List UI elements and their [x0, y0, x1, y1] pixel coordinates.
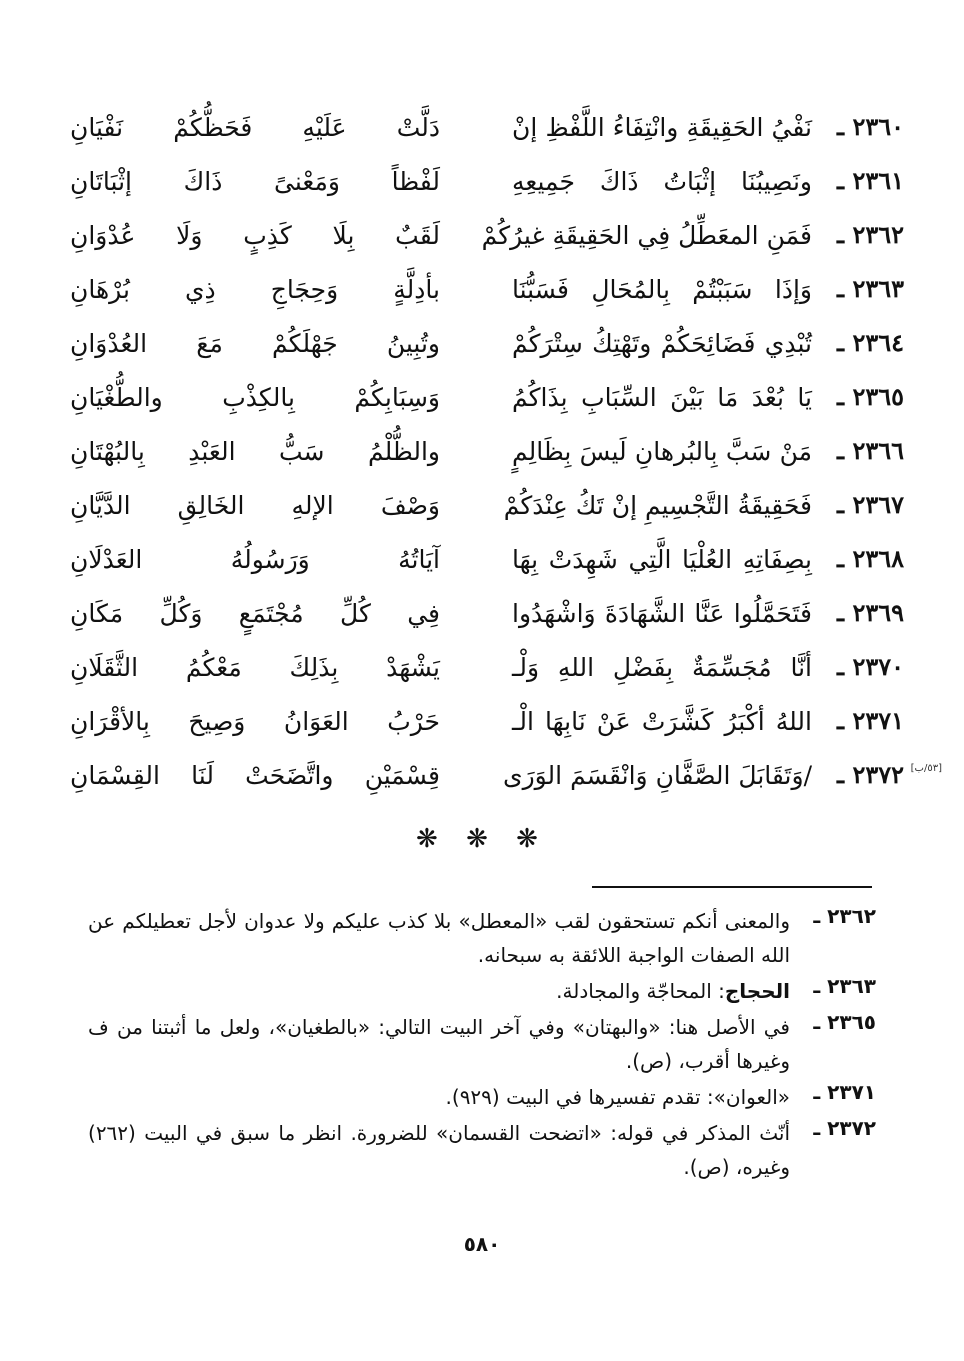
verse-number: ٢٣٦٠ ـ: [837, 112, 904, 141]
verse-number: ٢٣٦٧ ـ: [837, 490, 904, 519]
footnote-text: [88, 974, 790, 1008]
footnote: [88, 974, 876, 1008]
verse-line: [60, 694, 904, 748]
verse-second-hemistich: وتُبِينُ جَهْلَكُمْ مَعَ العُدْوَانِ: [70, 328, 440, 358]
verse-first-hemistich: بِصِفَاتِهِ العُلْيَا الَّتِي شَهِدَتْ بِهَا: [512, 544, 812, 574]
verse-second-hemistich: حَرْبُ العَوَانُ وَصِيحَ بِالأقْرَانِ: [70, 706, 440, 736]
footnote-text-body: في الأصل هنا: «والبهتان» وفي آخر البيت التالي: «بالطغيان»، ولعل ما أثبتنا من ف وغيرها أقرب، (ص).: [88, 1015, 790, 1073]
verse-line: [60, 208, 904, 262]
verse-number: ٢٣٦١ ـ: [837, 166, 904, 195]
verse-second-hemistich: يَشْهَدْ بِذَلِكَ مَعْكُمُ الثَّقَلَانِ: [70, 652, 440, 682]
footnote-text: [88, 1080, 790, 1114]
verse-number: ٢٣٧٠ ـ: [837, 652, 904, 681]
verse-first-hemistich: نَفْيُ الحَقِيقَةِ وانْتِفَاءُ اللَّفْظِ إنْ: [512, 112, 812, 142]
verse-second-hemistich: بأدِلَّةٍ وَحِجَاجِ ذِي بُرْهَانِ: [70, 274, 440, 304]
verse-second-hemistich: لَفْظاً وَمَعْنىً ذَاكَ إثْبَاتَانِ: [70, 166, 440, 196]
verse-number: ٢٣٦٩ ـ: [837, 598, 904, 627]
verse-first-hemistich: يَا بُعْدَ مَا بَيْنَ السِّبَابِ بِذَاكُمُ: [512, 382, 812, 412]
footnote-text-body: : المحاجّة والمجادلة.: [556, 979, 725, 1003]
footnote-text: [88, 1010, 790, 1078]
verse-line: [60, 316, 904, 370]
footnote-text-body: والمعنى أنكم تستحقون لقب «المعطل» بلا كذب عليكم ولا عدوان لأجل تعطيلكم عن الله الصفات الواجبة اللائقة به سبحانه.: [88, 909, 790, 967]
verse-number: ٢٣٧١ ـ: [837, 706, 904, 735]
verse-line: [60, 154, 904, 208]
verse-number: ٢٣٧٢ ـ: [837, 760, 904, 789]
footnote-text: [88, 1116, 790, 1184]
verse-first-hemistich: فَمَنِ المعَطِّلُ فِي الحَقِيقَةِ غيرُكُمْ: [481, 220, 812, 250]
footnote-number: ٢٣٦٣ ـ: [813, 974, 876, 998]
verse-line: [60, 262, 904, 316]
manuscript-folio-marker: [٥٣/ب]: [910, 763, 942, 774]
verse-first-hemistich: أنَّا مُجَسِّمَةٌ بِفَضْلِ اللهِ وَلْـ: [512, 652, 812, 682]
verse-number: ٢٣٦٥ ـ: [837, 382, 904, 411]
verse-first-hemistich: فَحَقِيقَةُ التَّجْسِيمِ إنْ تَكُ عِنْدَكُمْ: [503, 490, 812, 520]
footnote-text: [88, 904, 790, 972]
verse-line: [60, 532, 904, 586]
footnote-rule: [592, 886, 872, 888]
verse-number: ٢٣٦٨ ـ: [837, 544, 904, 573]
verse-line: [60, 586, 904, 640]
verse-second-hemistich: لَقَبٌ بِلَا كَذِبٍ وَلَا عُدْوَانِ: [70, 220, 440, 250]
verse-line: [60, 640, 904, 694]
footnote-term: الحجاج: [724, 979, 790, 1003]
footnote: [88, 1010, 876, 1078]
footnote-number: ٢٣٦٥ ـ: [813, 1010, 876, 1034]
footnotes: [88, 904, 876, 1186]
verse-line: [60, 424, 904, 478]
footnote-text-body: أنّث المذكر في قوله: «اتضحت القسمان» للضرورة. انظر ما سبق في البيت (٢٦٢) وغيره، (ص).: [88, 1121, 790, 1179]
footnote: [88, 904, 876, 972]
verse-first-hemistich: تُبْدِي فَضَائِحَكُمْ وتَهْتِكُ سِتْرَكُمْ: [512, 328, 812, 358]
verse-second-hemistich: فِي كُلِّ مُجْتَمَعٍ وَكُلِّ مَكَانِ: [70, 598, 440, 628]
footnote-text-body: «العوان»: تقدم تفسيرها في البيت (٩٢٩).: [445, 1085, 790, 1109]
verse-second-hemistich: وَسِبَابِكُمْ بِالكِذْبِ والطُّغْيَانِ: [70, 382, 440, 412]
footnote: [88, 1116, 876, 1184]
poem-verses: [60, 100, 942, 802]
verse-line: [60, 100, 904, 154]
footnote-number: ٢٣٦٢ ـ: [813, 904, 876, 928]
verse-second-hemistich: والظُّلْمُ سَبُّ العَبْدِ بِالبُهْتَانِ: [70, 436, 440, 466]
verse-first-hemistich: وَإذَا سَبَبْتُمْ بِالمُحَالِ فَسَبُّنَا: [512, 274, 812, 304]
verse-number: ٢٣٦٦ ـ: [837, 436, 904, 465]
verse-line: [60, 370, 904, 424]
verse-first-hemistich: مَنْ سَبَّ بِالبُرهانِ لَيسَ بِظَالِمٍ: [512, 436, 812, 466]
page-number: ٥٨٠: [463, 1232, 501, 1256]
verse-second-hemistich: وَصْفَ الإلهِ الخَالِقِ الدَّيَّانِ: [70, 490, 440, 520]
verse-number: ٢٣٦٢ ـ: [837, 220, 904, 249]
footnote-number: ٢٣٧٢ ـ: [813, 1116, 876, 1140]
verse-first-hemistich: فَتَحَمَّلُوا عَنَّا الشَّهَادَةَ وَاشْهَدُوا: [512, 598, 812, 628]
verse-line: [60, 748, 942, 802]
verse-second-hemistich: دَلَّتْ عَلَيْهِ فَحَظُّكُمْ نَفْيَانِ: [70, 112, 440, 142]
section-separator: ❋ ❋ ❋: [416, 824, 548, 854]
verse-second-hemistich: قِسْمَيْنِ واتَّضَحَتْ لَنَا القِسْمَانِ: [70, 760, 440, 790]
footnote-number: ٢٣٧١ ـ: [813, 1080, 876, 1104]
footnote: [88, 1080, 876, 1114]
verse-number: ٢٣٦٤ ـ: [837, 328, 904, 357]
verse-first-hemistich: /وَتَقَابَلَ الصَّفَّانِ وَانْقَسَمَ الوَرَى: [503, 760, 812, 790]
verse-first-hemistich: ونَصِيبُنَا إثْبَاتُ ذَاكَ جَمِيعِهِ: [512, 166, 812, 196]
verse-line: [60, 478, 904, 532]
verse-first-hemistich: اللهُ أكْبَرُ كَشَّرَتْ عَنْ نَابِهَا الْـ: [512, 706, 812, 736]
verse-number: ٢٣٦٣ ـ: [837, 274, 904, 303]
verse-second-hemistich: آيَاتُهُ وَرَسُولُهُ العَدْلَانِ: [70, 544, 440, 574]
